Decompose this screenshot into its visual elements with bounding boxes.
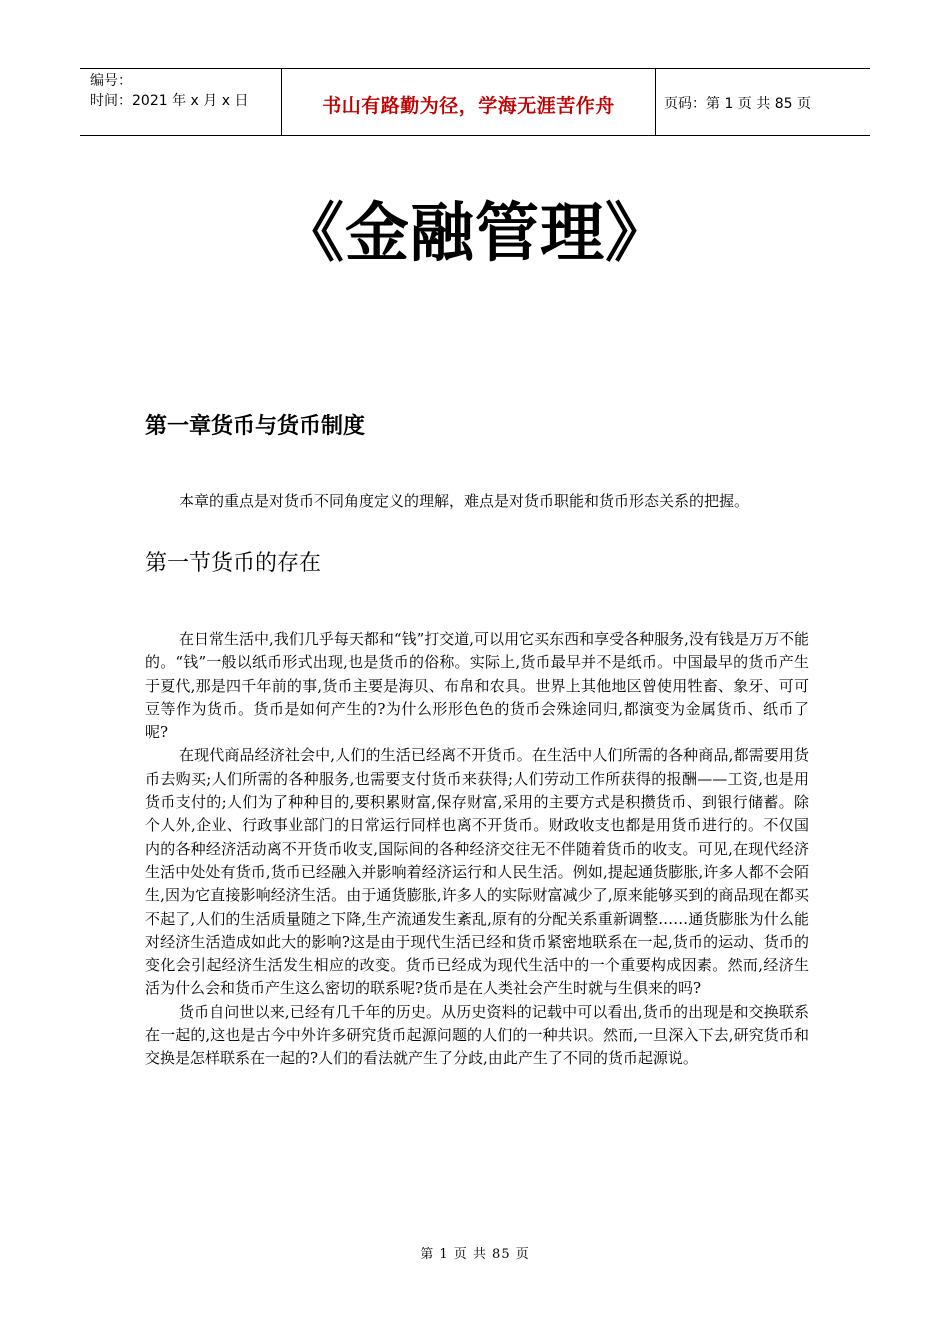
chapter-intro: 本章的重点是对货币不同角度定义的理解，难点是对货币职能和货币形态关系的把握。	[179, 492, 750, 510]
header-motto: 书山有路勤为径，学海无涯苦作舟	[282, 69, 656, 135]
body-paragraph: 在现代商品经济社会中,人们的生活已经离不开货币。在生活中人们所需的各种商品,都需要用货币去购买;人们所需的各种服务,也需要支付货币来获得;人们劳动工作所获得的报酬——工资,也是用货币支付的;人们为了种种目的,要积累财富,保存财富,采用的主要方式是积攒货币、到银行储蓄。除个人外,企业、行政事业部门的日常运行同样也离不开货币。财政收支也都是用货币进行的。不仅国内的各种经济活动离不开货币收支,国际间的各种经济交往无不伴随着货币的收支。可见,在现代经济生活中处处有货币,货币已经融入并影响着经济运行和人民生活。例如,提起通货膨胀,许多人都不会陌生,因为它直接影响经济生活。由于通货膨胀,许多人的实际财富减少了,原来能够买到的商品现在都买不起了,人们的生活质量随之下降,生产流通发生紊乱,原有的分配关系重新调整……通货膨胀为什么能对经济生活造成如此大的影响?这是由于现代生活已经和货币紧密地联系在一起,货币的运动、货币的变化会引起经济生活发生相应的改变。货币已经成为现代生活中的一个重要构成因素。然而,经济生活为什么会和货币产生这么密切的联系呢?货币是在人类社会产生时就与生俱来的吗?	[145, 746, 809, 998]
section-heading: 第一节货币的存在	[145, 551, 322, 576]
document-number-label: 编号：	[90, 73, 132, 89]
page-footer: 第 1 页 共 85 页	[420, 1247, 530, 1262]
chapter-heading: 第一章货币与货币制度	[145, 414, 366, 439]
document-date: 时间：2021 年 x 月 x 日	[90, 93, 249, 109]
body-paragraph: 货币自问世以来,已经有几千年的历史。从历史资料的记载中可以看出,货币的出现是和交换联系在一起的,这也是古今中外许多研究货币起源问题的人们的一种共识。然而,一旦深入下去,研究货币和交换是怎样联系在一起的?人们的看法就产生了分歧,由此产生了不同的货币起源说。	[145, 1002, 809, 1068]
document-title: 《金融管理》	[280, 197, 670, 271]
header-meta	[80, 69, 282, 135]
body-text	[145, 628, 809, 1071]
header-page-info: 页码：第 1 页 共 85 页	[664, 96, 811, 112]
body-paragraph: 在日常生活中,我们几乎每天都和“钱”打交道,可以用它买东西和享受各种服务,没有钱是万万不能的。“钱”一般以纸币形式出现,也是货币的俗称。实际上,货币最早并不是纸币。中国最早的货币产生于夏代,那是四千年前的事,货币主要是海贝、布帛和农具。世界上其他地区曾使用牲畜、象牙、可可豆等作为货币。货币是如何产生的?为什么形形色色的货币会殊途同归,都演变为金属货币、纸币了呢?	[145, 630, 809, 742]
page-header	[80, 68, 870, 136]
